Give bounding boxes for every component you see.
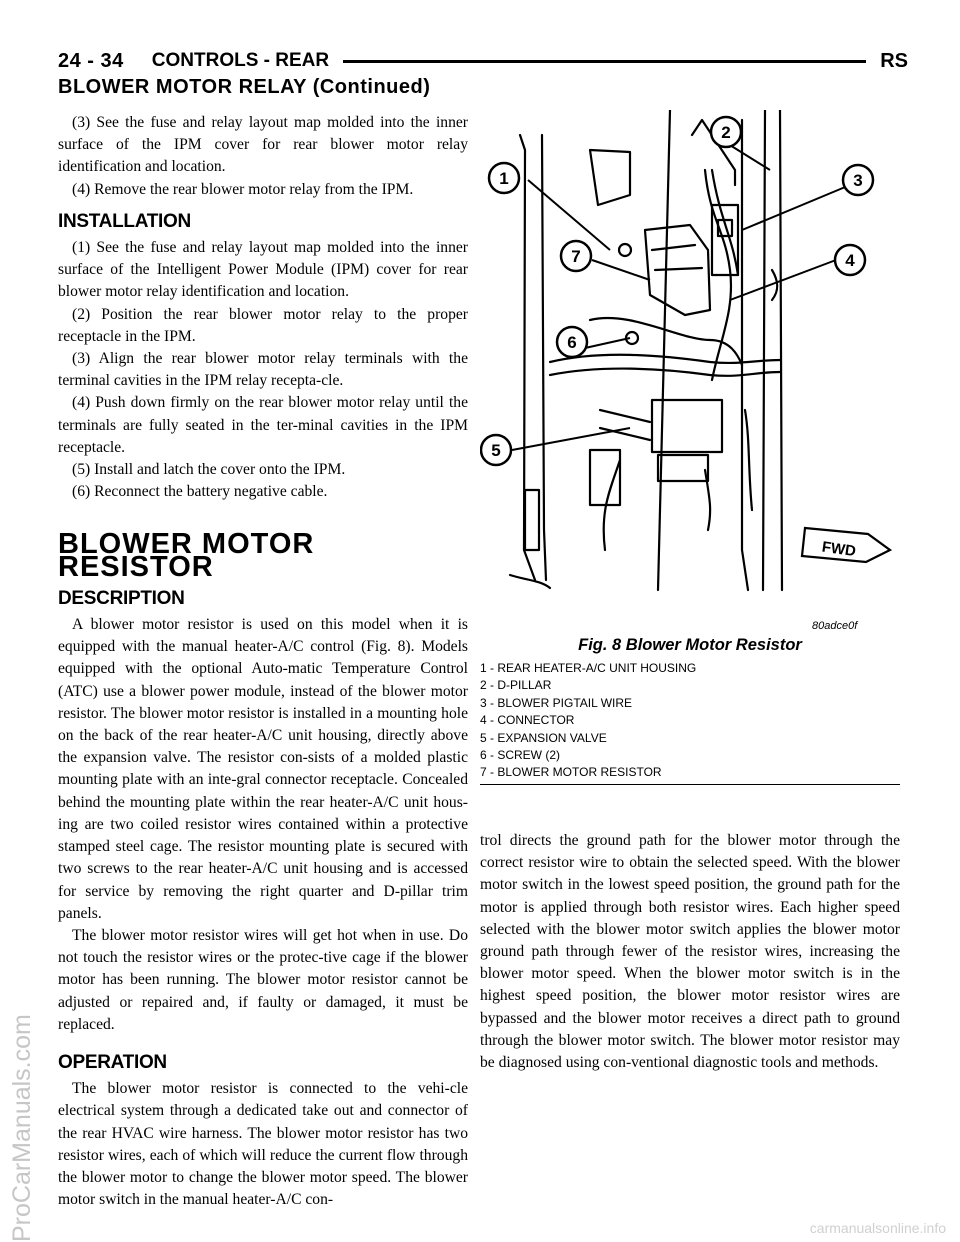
operation-continued-paragraph: trol directs the ground path for the blower motor through the correct resistor wire to obtain the selected speed. With the blower motor switch in the lowest speed position, the ground path for the motor is applied through both resistor wires. Each higher speed selected with the blower motor switch applies the blower motor ground path through fewer of the resistor wires, increasing the blower motor speed. When the blower motor switch is in the highest speed position, the blower motor resistor wires are bypassed and the blower motor receives a direct path to ground through the blower motor switch. The blower motor resistor may be diagnosed using con-ventional diagnostic tools and methods. — [480, 832, 900, 1072]
fwd-label: FWD — [820, 538, 857, 561]
leader-line — [528, 180, 610, 250]
svg-text:4: 4 — [845, 251, 855, 270]
mounting-bracket — [525, 490, 539, 550]
legend-item: 5 - EXPANSION VALVE — [480, 730, 607, 745]
svg-text:3: 3 — [853, 171, 863, 190]
connector-body — [712, 205, 738, 275]
legend-item: 4 - CONNECTOR — [480, 713, 575, 728]
leader-line — [592, 260, 650, 280]
trim-bracket — [590, 150, 630, 205]
figure-legend — [480, 660, 900, 785]
description-paragraph: The blower motor resistor wires will get hot when in use. Do not touch the resistor wires or the protec-tive cage if the blower motor has been running. The blower motor resistor cannot be adjusted or repaired and, if faulty or damaged, it must be replaced. — [58, 926, 468, 1033]
footer-watermark: carmanualsonline.info — [809, 1220, 946, 1236]
callout-5 — [481, 435, 511, 465]
resistor-detail — [652, 245, 702, 270]
svg-text:6: 6 — [567, 333, 577, 352]
installation-heading: INSTALLATION — [58, 210, 191, 232]
side-watermark: ProCarManuals.com — [8, 1014, 36, 1242]
figure-caption: Fig. 8 Blower Motor Resistor — [578, 636, 802, 654]
installation-step: (3) Align the rear blower motor relay terminals with the terminal cavities in the IPM relay recepta-cle. — [58, 350, 468, 390]
installation-step: (4) Push down firmly on the rear blower motor relay until the terminals are fully seated in the ter-minal cavities in the IPM receptacle. — [58, 394, 468, 456]
callout-7 — [561, 241, 591, 271]
legend-item: 1 - REAR HEATER-A/C UNIT HOUSING — [480, 661, 697, 675]
pillar-detail — [745, 410, 752, 510]
leader-line — [742, 185, 850, 230]
callout-2 — [711, 117, 741, 147]
header-rule — [343, 60, 866, 63]
svg-text:2: 2 — [721, 123, 731, 142]
callout-4 — [835, 245, 865, 275]
installation-step: (5) Install and latch the cover onto the IPM. — [72, 461, 346, 479]
continued-heading: BLOWER MOTOR RELAY (Continued) — [58, 76, 431, 98]
figure-image-code: 80adce0f — [812, 620, 858, 632]
pillar-line — [780, 110, 782, 590]
callout-1 — [489, 163, 519, 193]
model-code: RS — [880, 49, 908, 72]
valve-line — [600, 410, 650, 440]
valve-line — [705, 470, 710, 530]
callout-3 — [843, 165, 873, 195]
hose-line — [550, 355, 780, 363]
floor-edge — [510, 575, 550, 588]
svg-text:1: 1 — [499, 169, 509, 188]
legend-item: 3 - BLOWER PIGTAIL WIRE — [480, 695, 633, 710]
housing-edge-line — [542, 135, 546, 580]
housing-edge-line — [520, 135, 535, 580]
valve-connector — [590, 450, 620, 505]
description-heading: DESCRIPTION — [58, 587, 185, 609]
pillar-detail — [772, 270, 777, 300]
section-name: CONTROLS - REAR — [151, 50, 330, 71]
operation-paragraph: The blower motor resistor is connected to the vehi-cle electrical system through a dedicated take out and connector of the rear HVAC wire harness. The blower motor resistor has two resistor wires, each of which will reduce the current flow through the blower motor to change the blower motor speed. The blower motor switch in the manual heater-A/C con- — [58, 1080, 468, 1209]
hose-line — [550, 369, 780, 376]
callout-6 — [557, 327, 587, 357]
section-title: BLOWER MOTOR RESISTOR — [58, 528, 315, 583]
legend-item: 2 - D-PILLAR — [480, 678, 552, 693]
svg-text:5: 5 — [491, 441, 501, 460]
operation-heading: OPERATION — [58, 1051, 167, 1073]
description-paragraph: A blower motor resistor is used on this model when it is equipped with the manual heater-A/C control (Fig. 8). Models equipped with the optional Auto-matic Temperature Control (ATC) use a blower power module, instead of the blower motor resistor. The blower motor resistor is installed in a mounting hole on the back of the rear heater-A/C unit housing, directly above the expansion valve. The resistor con-sists of a molded plastic mounting plate with an inte-gral connector receptacle. Concealed behind the mounting plate within the rear heater-A/C unit hous-ing are two coiled resistor wires contained within a protective stamped steel cage. The resistor mounting plate is secured with two screws to the rear heater-A/C unit housing and is accessed for service by removing the right quarter and D-pillar trim panels. — [58, 616, 468, 922]
legend-item: 7 - BLOWER MOTOR RESISTOR — [480, 765, 662, 780]
installation-step: (2) Position the rear blower motor relay to the proper receptacle in the IPM. — [58, 305, 468, 345]
leader-line — [512, 428, 630, 450]
leader-line — [730, 260, 836, 300]
pillar-line — [742, 120, 748, 590]
page-number: 24 - 34 — [58, 49, 124, 72]
legend-rule — [480, 784, 900, 785]
left-column — [58, 112, 468, 1211]
expansion-valve-base — [658, 455, 708, 481]
figure-illustration — [480, 110, 900, 630]
page-header — [58, 44, 908, 78]
legend-item: 6 - SCREW (2) — [480, 748, 561, 763]
removal-step: (3) See the fuse and relay layout map molded into the inner surface of the IPM cover for rear blower motor relay identification and location. — [58, 114, 468, 176]
screw-mark — [619, 244, 631, 256]
fwd-arrow-icon — [802, 528, 890, 562]
svg-text:7: 7 — [571, 247, 581, 266]
installation-step: (6) Reconnect the battery negative cable. — [72, 483, 328, 501]
installation-step: (1) See the fuse and relay layout map molded into the inner surface of the Intelligent Power Module (IPM) cover for rear blower motor relay identification and location. — [58, 239, 468, 301]
right-column — [480, 830, 900, 1074]
pillar-line — [763, 110, 765, 590]
leader-line — [585, 338, 630, 348]
removal-step: (4) Remove the rear blower motor relay from the IPM. — [72, 180, 414, 198]
pillar-line — [658, 110, 670, 590]
